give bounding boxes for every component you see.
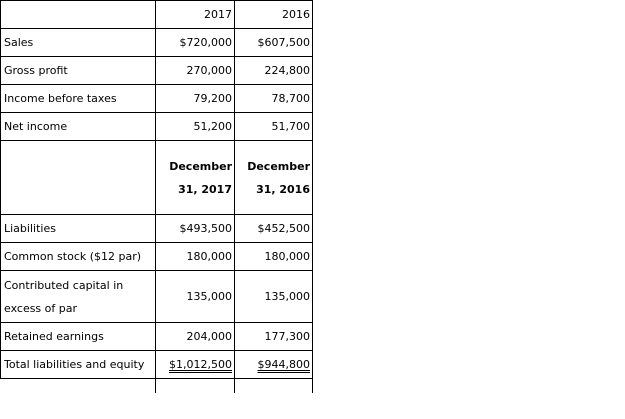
table-row — [1, 271, 313, 323]
header-year-2017: 2017 — [156, 1, 235, 29]
header-label-cell — [1, 141, 156, 215]
table-row — [1, 323, 313, 351]
total-2017 — [156, 351, 235, 379]
table-row — [1, 57, 313, 85]
row-label: Common stock ($12 par) — [1, 243, 156, 271]
balance-header-row — [1, 141, 313, 215]
value-2017: $720,000 — [156, 29, 235, 57]
value-2017: 79,200 — [156, 85, 235, 113]
header-date-2017: December 31, 2017 — [156, 141, 235, 215]
row-label: Net income — [1, 113, 156, 141]
table-row — [1, 243, 313, 271]
tail-cell — [156, 379, 235, 394]
financial-table — [0, 0, 313, 393]
income-header-row — [1, 1, 313, 29]
total-row — [1, 351, 313, 379]
tail-cell — [1, 379, 156, 394]
value-2016: 135,000 — [235, 271, 313, 323]
table-row — [1, 113, 313, 141]
row-label: Liabilities — [1, 215, 156, 243]
table-row — [1, 29, 313, 57]
value-2016: $607,500 — [235, 29, 313, 57]
total-2016 — [235, 351, 313, 379]
value-2017: 135,000 — [156, 271, 235, 323]
row-label: Retained earnings — [1, 323, 156, 351]
value-2017: 204,000 — [156, 323, 235, 351]
value-2017: 180,000 — [156, 243, 235, 271]
value-2016: $452,500 — [235, 215, 313, 243]
total-value-2017: $1,012,500 — [169, 357, 232, 371]
row-label: Sales — [1, 29, 156, 57]
value-2016: 177,300 — [235, 323, 313, 351]
table-tail-row — [1, 379, 313, 394]
value-2017: $493,500 — [156, 215, 235, 243]
header-label-cell — [1, 1, 156, 29]
header-year-2016: 2016 — [235, 1, 313, 29]
total-value-2016: $944,800 — [257, 357, 310, 371]
table-row — [1, 215, 313, 243]
value-2016: 78,700 — [235, 85, 313, 113]
row-label: Total liabilities and equity — [1, 351, 156, 379]
row-label: Income before taxes — [1, 85, 156, 113]
value-2016: 180,000 — [235, 243, 313, 271]
value-2017: 51,200 — [156, 113, 235, 141]
value-2016: 224,800 — [235, 57, 313, 85]
row-label: Gross profit — [1, 57, 156, 85]
header-date-2016: December 31, 2016 — [235, 141, 313, 215]
table-row — [1, 85, 313, 113]
row-label: Contributed capital in excess of par — [1, 271, 156, 323]
tail-cell — [235, 379, 313, 394]
value-2017: 270,000 — [156, 57, 235, 85]
value-2016: 51,700 — [235, 113, 313, 141]
